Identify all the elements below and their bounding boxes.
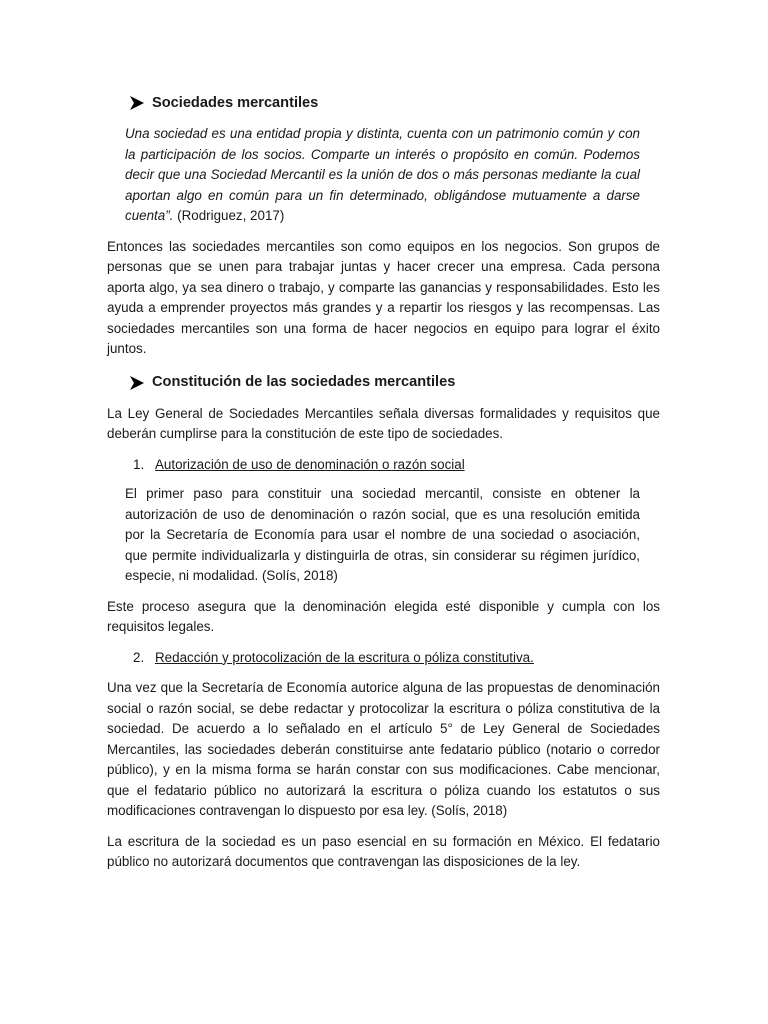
item-number: 2.	[133, 649, 145, 665]
indented-quote: El primer paso para constituir una sociedad mercantil, consiste en obtener la autorización de uso de denominación o razón social, que es una resolución emitida por la Secretaría de Economía para usar el nombre de una sociedad o asociación, que permite individualizarla y distinguirla de otras, sin considerar su régimen jurídico, especie, ni modalidad. (Solís, 2018)	[125, 486, 640, 583]
body-paragraph: Entonces las sociedades mercantiles son como equipos en los negocios. Son grupos de personas que se unen para trabajar juntas y hacer crecer una empresa. Cada persona aporta algo, ya sea dinero o trabajo, y comparte las ganancias y responsabilidades. Esto les ayuda a emprender proyectos más grandes y a repartir los riesgos y las recompensas. Las sociedades mercantiles son una forma de hacer negocios en equipo para lograr el éxito juntos.	[107, 238, 660, 356]
document-page	[107, 92, 660, 873]
body-paragraph: La Ley General de Sociedades Mercantiles señala diversas formalidades y requisitos que deberán cumplirse para la constitución de este tipo de sociedades.	[107, 405, 660, 441]
quote-text: Una sociedad es una entidad propia y distinta, cuenta con un patrimonio común y con la participación de los socios. Comparte un interés o propósito en común. Podemos decir que una Sociedad Mercantil es la unión de dos o más personas mediante la cual aportan algo en común para un fin determinado, obligándose mutuamente a darse cuenta”.	[125, 126, 640, 223]
body-paragraph: La escritura de la sociedad es un paso esencial en su formación en México. El fedatario público no autorizará documentos que contravengan las disposiciones de la ley.	[107, 833, 660, 869]
body-paragraph: Este proceso asegura que la denominación elegida esté disponible y cumpla con los requisitos legales.	[107, 598, 660, 634]
section-heading-constitucion	[129, 372, 660, 394]
numbered-item-1	[133, 455, 660, 476]
arrow-bullet-icon	[129, 375, 145, 391]
block-quote	[125, 124, 640, 227]
section-heading-sociedades	[129, 92, 660, 114]
item-number: 1.	[133, 456, 145, 472]
item-title: Autorización de uso de denominación o razón social	[155, 456, 465, 472]
numbered-item-2	[133, 648, 660, 669]
section-heading-text: Sociedades mercantiles	[152, 94, 319, 111]
quote-citation: (Rodriguez, 2017)	[173, 208, 285, 223]
section-heading-text: Constitución de las sociedades mercantiles	[152, 374, 456, 391]
item-title: Redacción y protocolización de la escritura o póliza constitutiva.	[155, 649, 534, 665]
body-paragraph: Una vez que la Secretaría de Economía autorice alguna de las propuestas de denominación social o razón social, se debe redactar y protocolizar la escritura o póliza constitutiva de la sociedad. De acuerdo a lo señalado en el artículo 5° de Ley General de Sociedades Mercantiles, las sociedades deberán constituirse ante fedatario público (notario o corredor público), y en la misma forma se harán constar con sus modificaciones. Cabe mencionar, que el fedatario público no autorizará la escritura o póliza cuando los estatutos o sus modificaciones contravengan lo dispuesto por esa ley. (Solís, 2018)	[107, 680, 660, 818]
arrow-bullet-icon	[129, 95, 145, 111]
